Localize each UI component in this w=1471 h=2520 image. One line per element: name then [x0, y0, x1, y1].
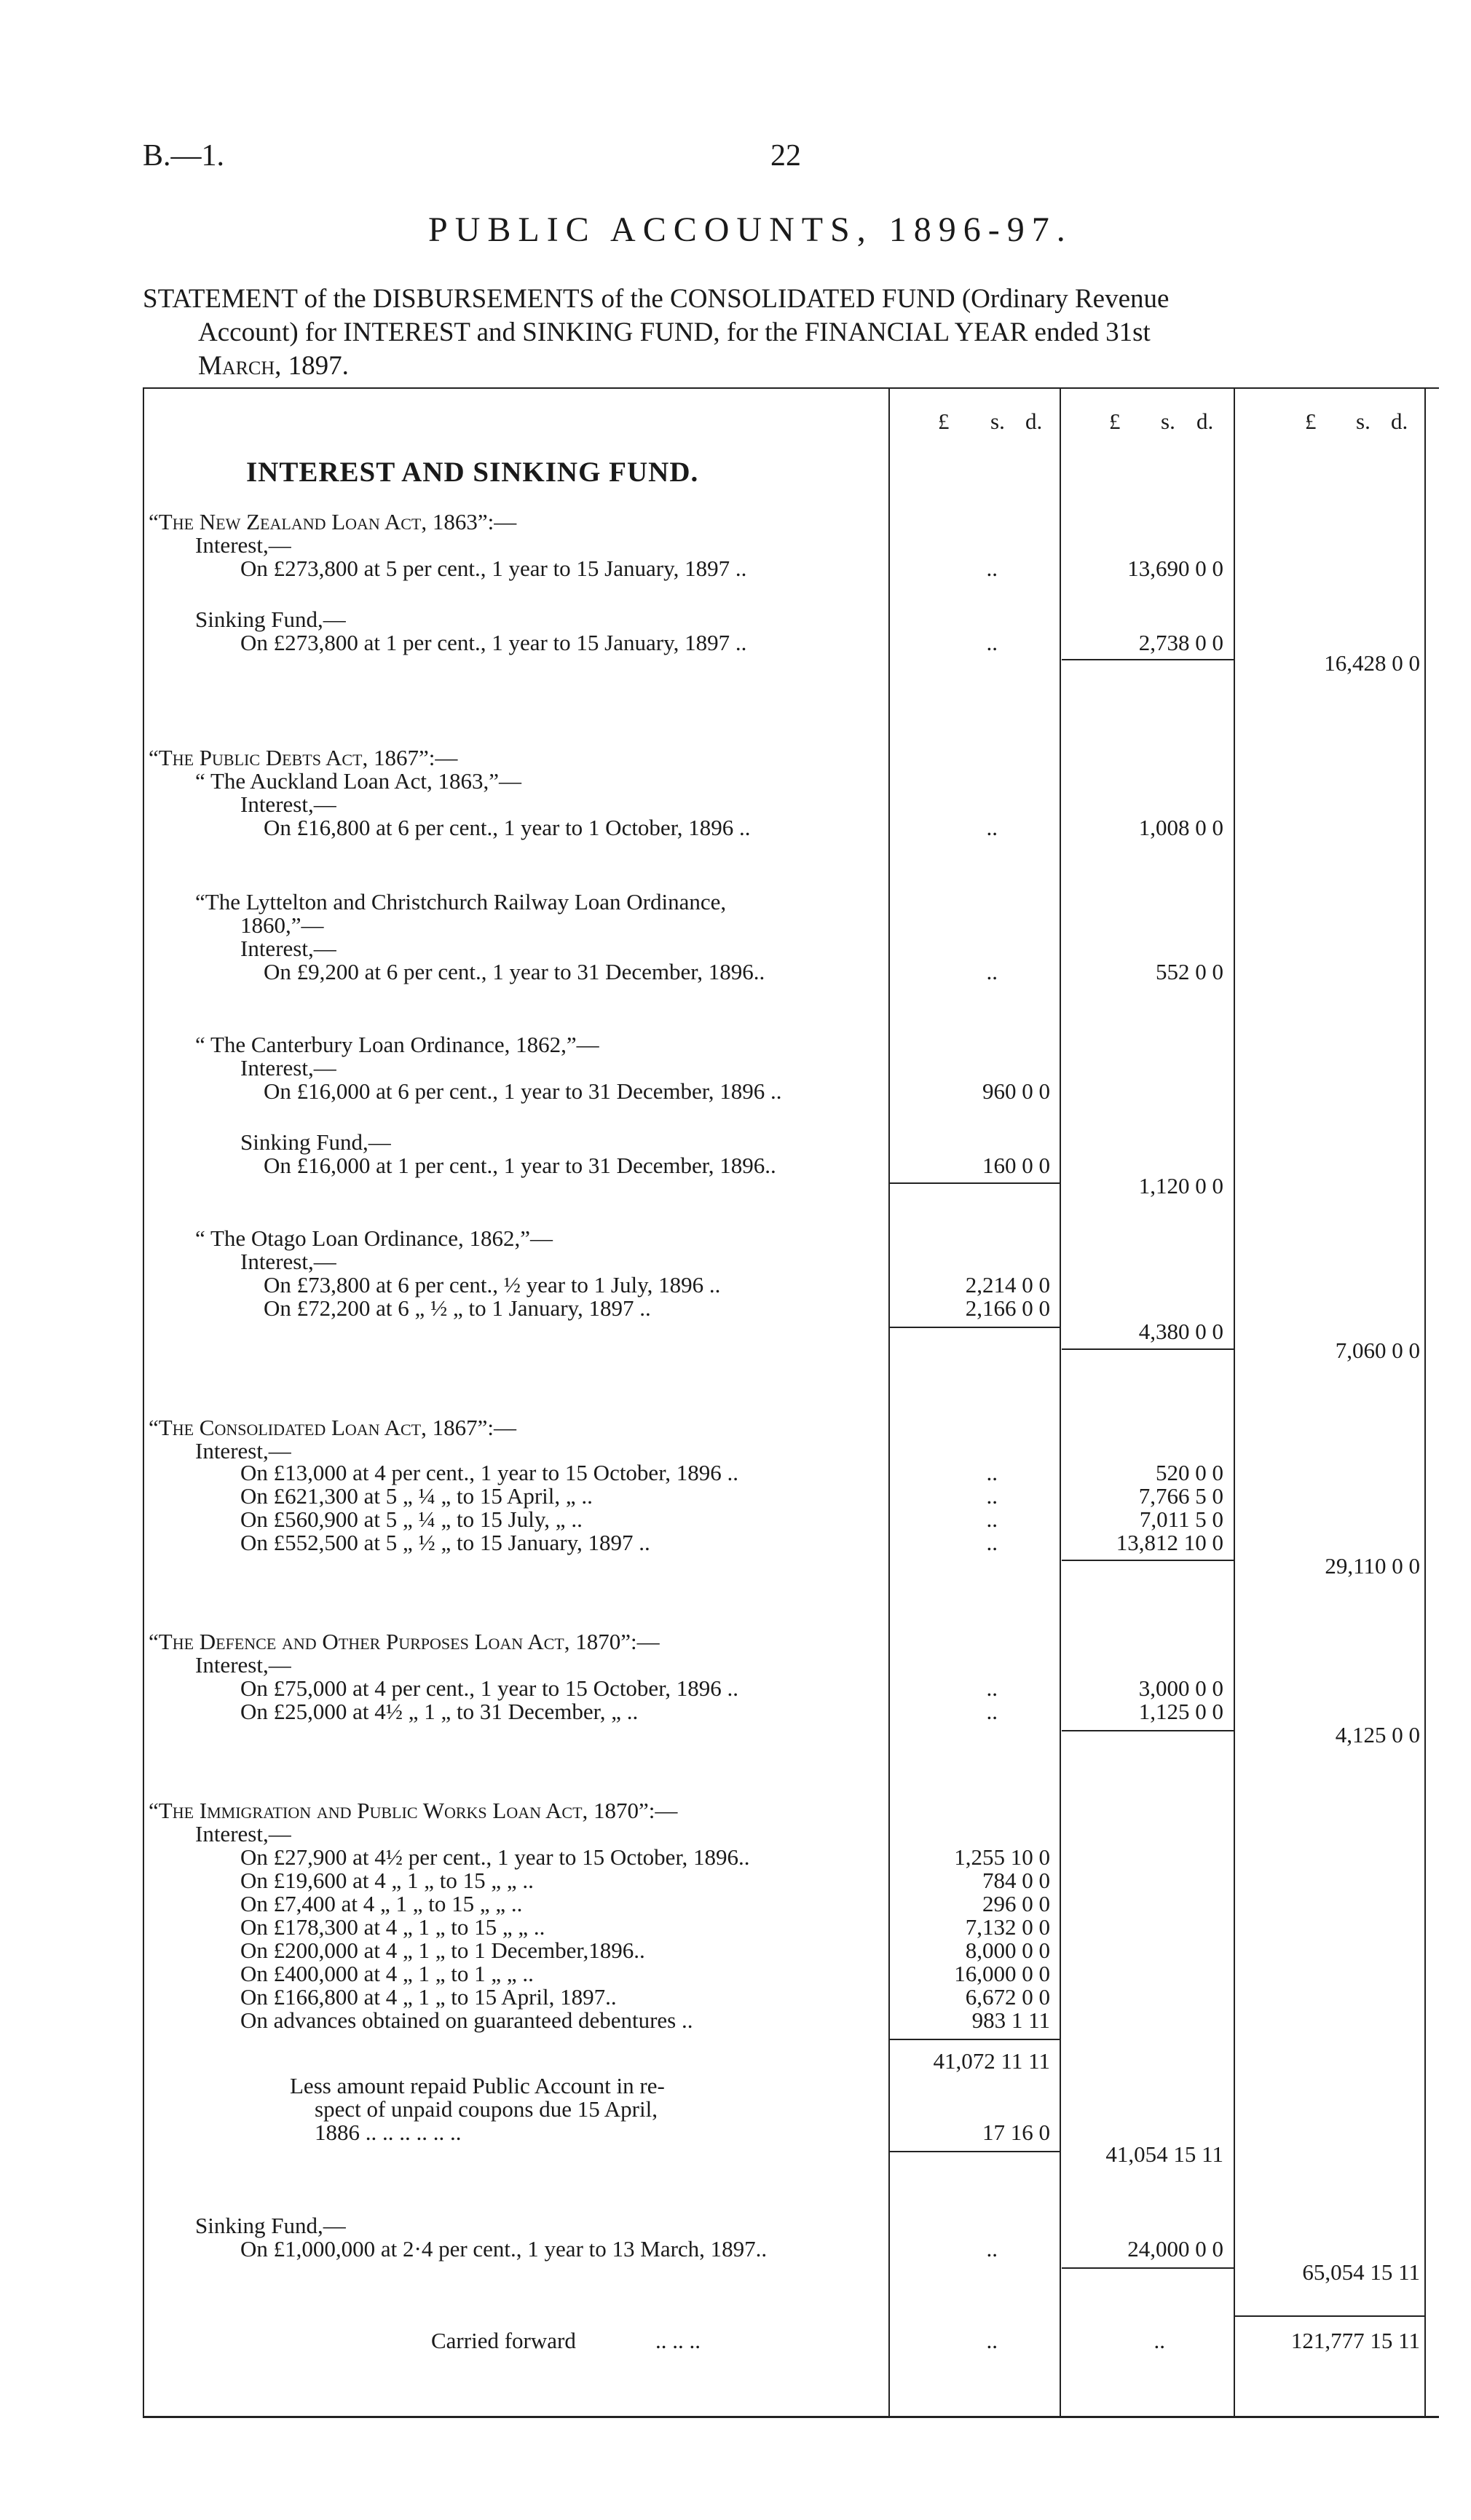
- cl1867-row-3-c2: 7,011 5 0: [1139, 1506, 1223, 1532]
- table-right-rule: [1424, 387, 1426, 2417]
- otago-interest-label: Interest,—: [240, 1249, 336, 1274]
- canterbury-sinking-c1: 160 0 0: [982, 1153, 1050, 1178]
- imm1870-row-1-c1: 1,255 10 0: [954, 1844, 1050, 1870]
- auckland-line: On £16,800 at 6 per cent., 1 year to 1 October, 1896 ..: [264, 815, 751, 840]
- nz1863-sinking-line: On £273,800 at 1 per cent., 1 year to 15 January, 1897 ..: [240, 630, 747, 655]
- imm1870-row-4: On £178,300 at 4 „ 1 „ to 15 „ „ ..: [240, 1914, 545, 1940]
- def1870-interest-label: Interest,—: [195, 1652, 291, 1678]
- imm1870-row-5-c1: 8,000 0 0: [965, 1938, 1050, 1963]
- auckland-c1: ..: [986, 815, 998, 840]
- cl1867-row-4-c1: ..: [986, 1530, 998, 1555]
- imm1870-row-6-c1: 16,000 0 0: [954, 1961, 1050, 1986]
- carried-forward-dots: .. .. ..: [655, 2328, 701, 2353]
- statement-intro: [143, 283, 1446, 383]
- imm1870-sinking-c2: 24,000 0 0: [1127, 2236, 1223, 2262]
- cl1867-row-2-c2: 7,766 5 0: [1138, 1483, 1223, 1509]
- imm1870-row-3-c1: 296 0 0: [982, 1891, 1050, 1916]
- lyttelton-c1: ..: [986, 959, 998, 984]
- nz1863-rule: [1062, 659, 1234, 660]
- imm1870-less-rule: [890, 2151, 1060, 2152]
- cl1867-row-3: On £560,900 at 5 „ ¼ „ to 15 July, „ ..: [240, 1506, 583, 1532]
- def1870-row-2-c2: 1,125 0 0: [1138, 1699, 1223, 1724]
- def1870-total: 4,125 0 0: [1335, 1722, 1420, 1747]
- col3-pound-header: £: [1305, 408, 1317, 434]
- canterbury-title: “ The Canterbury Loan Ordinance, 1862,”—: [195, 1032, 599, 1057]
- carried-forward-total: 121,777 15 11: [1290, 2328, 1420, 2353]
- page-number: 22: [770, 139, 801, 173]
- page-title: PUBLIC ACCOUNTS, 1896-97.: [428, 210, 1073, 249]
- cl1867-row-2-c1: ..: [986, 1483, 998, 1509]
- imm1870-row-8-c1: 983 1 11: [971, 2007, 1050, 2033]
- canterbury-interest-label: Interest,—: [240, 1055, 336, 1081]
- imm1870-title: “The Immigration and Public Works Loan Act, 1870”:—: [149, 1798, 678, 1823]
- imm1870-row-8: On advances obtained on guaranteed debentures ..: [240, 2007, 693, 2033]
- imm1870-less-line-2: spect of unpaid coupons due 15 April,: [315, 2096, 658, 2122]
- nz1863-interest-c1: ..: [986, 556, 998, 581]
- col1-shillings-header: s.: [990, 408, 1005, 434]
- cl1867-title: “The Consolidated Loan Act, 1867”:—: [149, 1415, 516, 1440]
- nz1863-interest-c2: 13,690 0 0: [1127, 556, 1223, 581]
- cl1867-rule: [1062, 1560, 1234, 1561]
- auckland-title: “ The Auckland Loan Act, 1863,”—: [195, 768, 521, 794]
- lyttelton-title-1: “The Lyttelton and Christchurch Railway Loan Ordinance,: [195, 889, 727, 915]
- cl1867-row-1: On £13,000 at 4 per cent., 1 year to 15 October, 1896 ..: [240, 1460, 739, 1485]
- col3-rule: [1234, 387, 1235, 2417]
- col1-pound-header: £: [938, 408, 950, 434]
- canterbury-sinking-line: On £16,000 at 1 per cent., 1 year to 31 December, 1896..: [264, 1153, 776, 1178]
- col2-pence-header: d.: [1196, 408, 1214, 434]
- col2-shillings-header: s.: [1161, 408, 1175, 434]
- nz1863-sinking-c2: 2,738 0 0: [1138, 630, 1223, 655]
- otago-line-2-c1: 2,166 0 0: [965, 1295, 1050, 1321]
- imm1870-sinking-c1: ..: [986, 2236, 998, 2262]
- imm1870-row-2: On £19,600 at 4 „ 1 „ to 15 „ „ ..: [240, 1868, 534, 1893]
- otago-rule: [890, 1327, 1060, 1328]
- imm1870-less-c1: 17 16 0: [982, 2120, 1050, 2145]
- def1870-row-1: On £75,000 at 4 per cent., 1 year to 15 October, 1896 ..: [240, 1675, 739, 1701]
- cl1867-total: 29,110 0 0: [1325, 1553, 1420, 1579]
- otago-title: “ The Otago Loan Ordinance, 1862,”—: [195, 1225, 553, 1251]
- intro-line-3: March, 1897.: [198, 351, 349, 381]
- cl1867-row-2: On £621,300 at 5 „ ¼ „ to 15 April, „ ..: [240, 1483, 593, 1509]
- cl1867-interest-label: Interest,—: [195, 1438, 291, 1464]
- nz1863-total: 16,428 0 0: [1324, 650, 1420, 676]
- pd1867-total: 7,060 0 0: [1335, 1338, 1420, 1363]
- cl1867-row-4-c2: 13,812 10 0: [1116, 1530, 1223, 1555]
- col2-rule: [1060, 387, 1061, 2417]
- canterbury-line: On £16,000 at 6 per cent., 1 year to 31 December, 1896 ..: [264, 1078, 782, 1104]
- imm1870-subtotal-rule: [890, 2039, 1060, 2040]
- col2-pound-header: £: [1109, 408, 1121, 434]
- imm1870-row-1: On £27,900 at 4½ per cent., 1 year to 15 October, 1896..: [240, 1844, 750, 1870]
- carried-forward-rule: [1235, 2315, 1424, 2317]
- otago-line-1-c1: 2,214 0 0: [965, 1272, 1050, 1297]
- imm1870-interest-label: Interest,—: [195, 1821, 291, 1846]
- cl1867-row-1-c2: 520 0 0: [1156, 1460, 1223, 1485]
- def1870-row-2-c1: ..: [986, 1699, 998, 1724]
- cl1867-row-4: On £552,500 at 5 „ ½ „ to 15 January, 1897 ..: [240, 1530, 650, 1555]
- def1870-rule: [1062, 1730, 1234, 1731]
- cl1867-row-1-c1: ..: [986, 1460, 998, 1485]
- def1870-row-1-c1: ..: [986, 1675, 998, 1701]
- lyttelton-interest-label: Interest,—: [240, 936, 336, 961]
- imm1870-less-line-3: 1886 .. .. .. .. .. ..: [315, 2120, 462, 2145]
- imm1870-rule: [1062, 2267, 1234, 2269]
- page-reference: B.—1.: [143, 139, 225, 173]
- def1870-row-2: On £25,000 at 4½ „ 1 „ to 31 December, „ ..: [240, 1699, 639, 1724]
- intro-line-2: Account) for INTEREST and SINKING FUND, for the FINANCIAL YEAR ended 31st: [198, 317, 1151, 347]
- imm1870-row-7-c1: 6,672 0 0: [965, 1984, 1050, 2010]
- carried-forward-c2: ..: [1153, 2328, 1165, 2353]
- imm1870-less-line-1: Less amount repaid Public Account in re-: [290, 2073, 665, 2098]
- otago-line-1: On £73,800 at 6 per cent., ½ year to 1 July, 1896 ..: [264, 1272, 721, 1297]
- nz1863-interest-line: On £273,800 at 5 per cent., 1 year to 15 January, 1897 ..: [240, 556, 747, 581]
- table-bottom-rule: [143, 2416, 1439, 2418]
- canterbury-rule: [890, 1182, 1060, 1184]
- nz1863-sinking-label: Sinking Fund,—: [195, 607, 346, 632]
- def1870-row-1-c2: 3,000 0 0: [1138, 1675, 1223, 1701]
- auckland-c2: 1,008 0 0: [1138, 815, 1223, 840]
- lyttelton-c2: 552 0 0: [1156, 959, 1223, 984]
- otago-line-2: On £72,200 at 6 „ ½ „ to 1 January, 1897 ..: [264, 1295, 651, 1321]
- lyttelton-line: On £9,200 at 6 per cent., 1 year to 31 December, 1896..: [264, 959, 765, 984]
- pd1867-title: “The Public Debts Act, 1867”:—: [149, 745, 458, 770]
- imm1870-net-c2: 41,054 15 11: [1105, 2141, 1223, 2167]
- col3-shillings-header: s.: [1356, 408, 1371, 434]
- otago-total: 4,380 0 0: [1138, 1319, 1223, 1344]
- canterbury-total: 1,120 0 0: [1138, 1173, 1223, 1198]
- table-top-rule: [143, 387, 1439, 389]
- imm1870-subtotal: 41,072 11 11: [933, 2048, 1050, 2074]
- imm1870-row-3: On £7,400 at 4 „ 1 „ to 15 „ „ ..: [240, 1891, 523, 1916]
- table-left-rule: [143, 387, 144, 2417]
- col3-pence-header: d.: [1391, 408, 1408, 434]
- intro-line-1: STATEMENT of the DISBURSEMENTS of the CONSOLIDATED FUND (Ordinary Revenue: [143, 284, 1170, 314]
- canterbury-c1: 960 0 0: [982, 1078, 1050, 1104]
- carried-forward-c1: ..: [986, 2328, 998, 2353]
- carried-forward-label: Carried forward: [431, 2328, 576, 2353]
- canterbury-sinking-label: Sinking Fund,—: [240, 1129, 391, 1155]
- nz1863-interest-label: Interest,—: [195, 532, 291, 558]
- auckland-interest-label: Interest,—: [240, 791, 336, 817]
- col1-rule: [888, 387, 890, 2417]
- lyttelton-title-2: 1860,”—: [240, 912, 324, 938]
- section-heading: INTEREST AND SINKING FUND.: [246, 457, 699, 488]
- imm1870-sinking-line: On £1,000,000 at 2·4 per cent., 1 year to 13 March, 1897..: [240, 2236, 768, 2262]
- imm1870-row-7: On £166,800 at 4 „ 1 „ to 15 April, 1897..: [240, 1984, 617, 2010]
- imm1870-total: 65,054 15 11: [1302, 2259, 1420, 2285]
- nz1863-sinking-c1: ..: [986, 630, 998, 655]
- pd1867-rule: [1062, 1348, 1234, 1350]
- nz1863-title: “The New Zealand Loan Act, 1863”:—: [149, 509, 517, 534]
- def1870-title: “The Defence and Other Purposes Loan Act, 1870”:—: [149, 1629, 660, 1654]
- imm1870-row-2-c1: 784 0 0: [982, 1868, 1050, 1893]
- imm1870-sinking-label: Sinking Fund,—: [195, 2213, 346, 2238]
- cl1867-row-3-c1: ..: [986, 1506, 998, 1532]
- imm1870-row-6: On £400,000 at 4 „ 1 „ to 1 „ „ ..: [240, 1961, 534, 1986]
- imm1870-row-5: On £200,000 at 4 „ 1 „ to 1 December,1896..: [240, 1938, 645, 1963]
- imm1870-row-4-c1: 7,132 0 0: [965, 1914, 1050, 1940]
- col1-pence-header: d.: [1025, 408, 1043, 434]
